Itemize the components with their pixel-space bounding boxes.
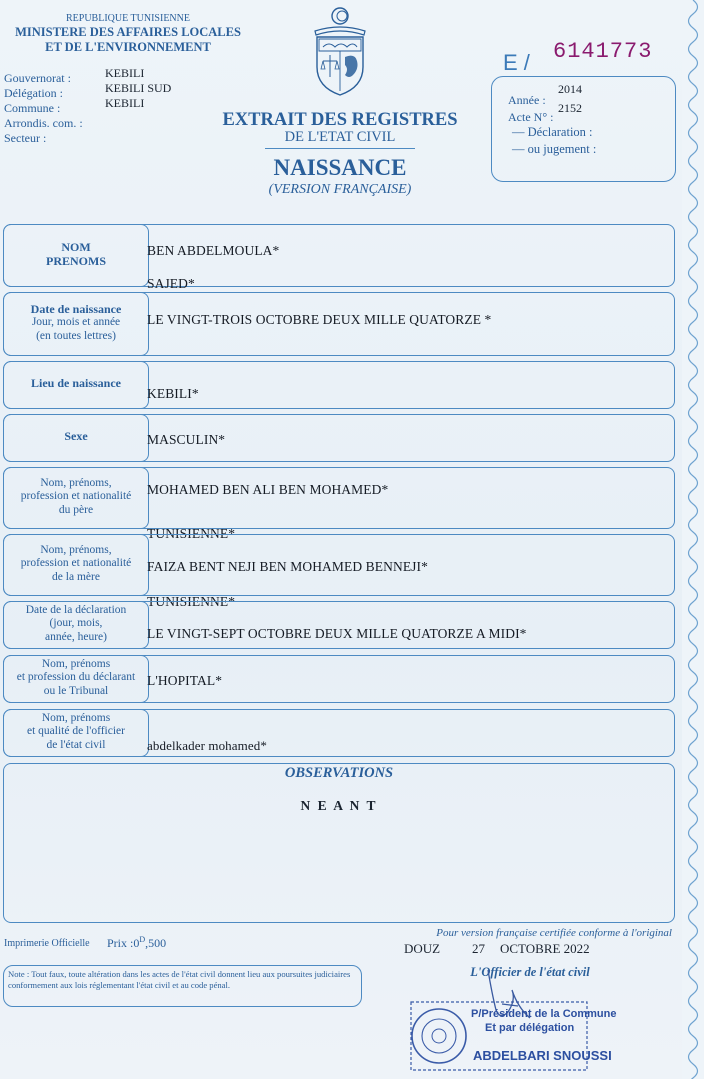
tunisia-coat-of-arms-icon [309, 5, 371, 97]
declaration-date-label [3, 601, 149, 647]
title-divider [265, 148, 415, 149]
declarant-label-2: et profession du déclarant [16, 671, 136, 684]
delegation-label: Délégation : [4, 86, 63, 100]
pere-label [3, 467, 149, 527]
prenoms-value: SAJED* [147, 276, 195, 291]
mere-nationality-value: TUNISIENNE* [147, 594, 236, 609]
gouvernorat-value: KEBILI [105, 66, 145, 80]
admin-values [105, 66, 225, 111]
jugement-label: — ou jugement : [512, 142, 597, 156]
nom-value: BEN ABDELMOULA* [147, 243, 280, 258]
sexe-label-wrap [3, 414, 149, 460]
commune-label: Commune : [4, 101, 61, 115]
annee-value: 2014 [558, 82, 582, 96]
annee-label: Année : [508, 93, 546, 107]
declarant-value: L'HOPITAL* [147, 673, 223, 688]
date-naissance-value: LE VINGT-TROIS OCTOBRE DEUX MILLE QUATORZE * [147, 312, 492, 327]
sexe-label: Sexe [64, 429, 88, 444]
month-year-value: OCTOBRE 2022 [500, 941, 590, 956]
title-etat-civil: DE L'ETAT CIVIL [284, 129, 396, 145]
nom-prenoms-label [3, 224, 149, 285]
declarant-label [3, 655, 149, 701]
place-value: DOUZ [404, 941, 441, 956]
imprimerie-label: Imprimerie Officielle [4, 938, 90, 949]
republic-label: REPUBLIQUE TUNISIENNE [66, 13, 190, 24]
certified-mention: Pour version française certifiée conforme à l'original [436, 927, 672, 939]
scalloped-border [682, 0, 704, 1079]
lieu-label: Lieu de naissance [30, 376, 121, 391]
arrondissement-label: Arrondis. com. : [4, 116, 83, 130]
pere-label-3: du père [58, 503, 94, 516]
lieu-label-wrap [3, 361, 149, 407]
title-naissance: NAISSANCE [273, 155, 407, 180]
nom-label: NOM [61, 240, 91, 254]
stamp-line-1: P/Président de la Commune [471, 1008, 617, 1020]
acte-label: Acte N° : [508, 110, 554, 124]
pere-nationality-value: TUNISIENNE* [147, 526, 236, 541]
prix-end: ,500 [145, 936, 167, 950]
officier-label-3: de l'état civil [46, 738, 106, 751]
day-value: 27 [472, 941, 485, 956]
declarant-label-3: ou le Tribunal [43, 684, 109, 697]
secteur-label: Secteur : [4, 131, 47, 145]
sexe-value: MASCULIN* [147, 432, 226, 447]
commune-value: KEBILI [105, 96, 145, 110]
stamp-line-3: ABDELBARI SNOUSSI [473, 1048, 612, 1063]
officier-label [3, 709, 149, 755]
mere-label [3, 534, 149, 594]
declaration-label: — Déclaration : [512, 125, 593, 139]
delegation-value: KEBILI SUD [105, 81, 172, 95]
declaration-label-2: (jour, mois, [49, 617, 103, 630]
date-naissance-label-3: (en toutes lettres) [36, 329, 116, 342]
prenoms-label: PRENOMS [46, 253, 106, 268]
pere-label-1: Nom, prénoms, [40, 476, 112, 489]
acte-value: 2152 [558, 101, 582, 115]
date-naissance-label-2: Jour, mois et année [31, 316, 121, 329]
declarant-label-1: Nom, prénoms [41, 657, 111, 670]
pere-label-2: profession et nationalité [20, 490, 132, 503]
officier-label-2: et qualité de l'officier [27, 725, 125, 738]
observations-box [3, 763, 675, 923]
mere-label-2: profession et nationalité [20, 557, 132, 570]
ministry-line-1: MINISTERE DES AFFAIRES LOCALES [15, 25, 241, 39]
official-stamp [409, 1000, 617, 1072]
pere-name-value: MOHAMED BEN ALI BEN MOHAMED* [147, 482, 389, 497]
mere-label-3: de la mère [52, 570, 100, 583]
observations-title: OBSERVATIONS [284, 765, 394, 781]
officer-title: L'Officier de l'état civil [470, 965, 590, 979]
lieu-value: KEBILI* [147, 386, 199, 401]
mere-name-value: FAIZA BENT NEJI BEN MOHAMED BENNEJI* [147, 559, 428, 574]
declaration-label-3: année, heure) [45, 630, 107, 643]
prix-text: Prix :0 [107, 936, 140, 950]
officier-label-1: Nom, prénoms [41, 711, 111, 724]
declaration-date-value: LE VINGT-SEPT OCTOBRE DEUX MILLE QUATORZE A MIDI* [147, 626, 527, 641]
title-extrait: EXTRAIT DES REGISTRES [222, 110, 458, 130]
date-naissance-label-1: Date de naissance [30, 301, 122, 316]
serial-prefix: E / [503, 50, 530, 75]
mere-label-1: Nom, prénoms, [40, 543, 112, 556]
ministry-line-2: ET DE L'ENVIRONNEMENT [45, 40, 211, 54]
officier-value: abdelkader mohamed* [147, 738, 267, 753]
legal-note: Note : Tout faux, toute altération dans les actes de l'état civil donnent lieu aux poursuites judiciaires conformement aux lois réglementant l'état civil et au code pénal. [8, 969, 351, 990]
prix-sup: D [139, 935, 146, 944]
stamp-line-2: Et par délégation [485, 1022, 575, 1034]
gouvernorat-label: Gouvernorat : [4, 71, 71, 85]
declaration-label-1: Date de la déclaration [25, 603, 127, 616]
admin-labels [4, 71, 104, 146]
prix-label [107, 935, 166, 951]
observations-value: N E A N T [300, 798, 378, 813]
title-version: (VERSION FRANÇAISE) [268, 182, 412, 197]
serial-number: 6141773 [553, 39, 653, 64]
date-naissance-label [3, 292, 149, 354]
